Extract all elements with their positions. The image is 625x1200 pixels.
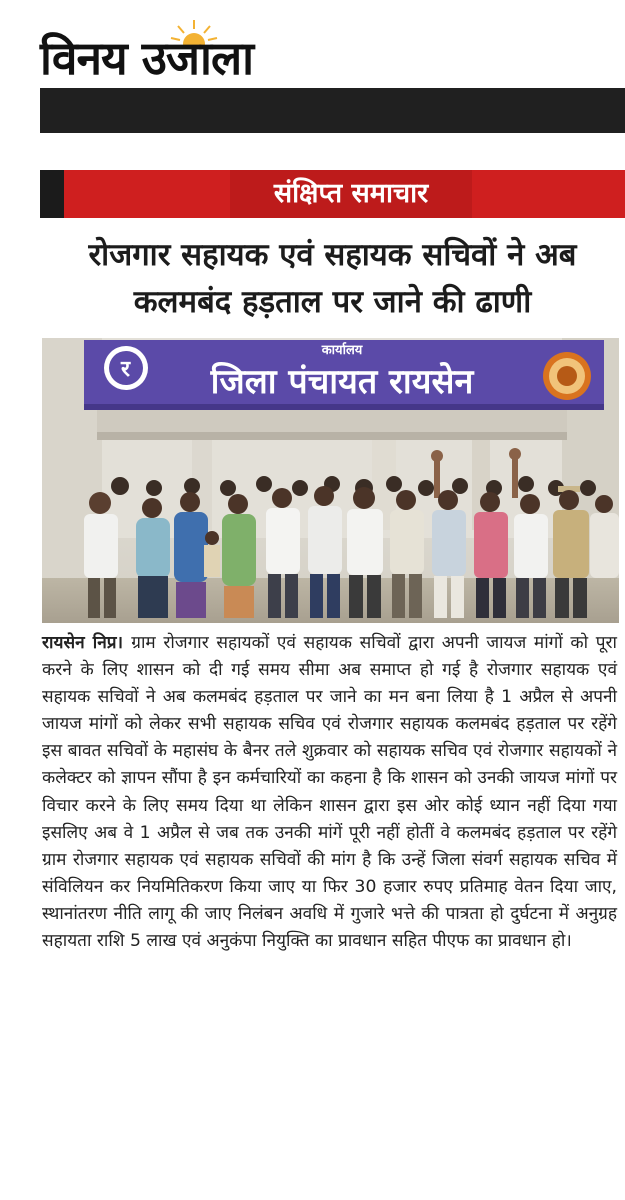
article-headline xyxy=(45,232,620,326)
masthead-bar xyxy=(40,88,625,133)
section-strip-block xyxy=(40,170,64,218)
masthead xyxy=(40,18,625,88)
svg-text:र: र xyxy=(121,357,130,382)
banner-caption: कार्यालय xyxy=(321,343,363,358)
headline-line-2: कलमबंद हड़ताल पर जाने की ढाणी xyxy=(133,284,532,320)
news-photo xyxy=(42,338,619,623)
article-text: ग्राम रोजगार सहायकों एवं सहायक सचिवों द्वारा अपनी जायज मांगों को पूरा करने के लिए शासन को दी गई समय सीमा अब समाप्त हो गई है रोजगार सहायक एवं सहायक सचिवों ने अब कलमबंद हड़ताल पर जाने का मन बना लिया है 1 अप्रैल से अपनी जायज मांगों को लेकर सभी सहायक सचिव एवं रोजगार सहायक कलमबंद हड़ताल पर रहेंगे इस बावत सचिवों के महासंघ के बैनर तले शुक्रवार को सहायक सचिव एवं रोजगार सहायकों ने कलेक्टर को ज्ञापन सौंपा है इन कर्मचारियों का कहना है कि शासन को उनकी जायज मांगों पर विचार करने के लिए समय दिया था लेकिन शासन द्वारा इस ओर कोई ध्यान नहीं दिया गया इसलिए अब वे 1 अप्रैल से जब तक उनकी मांगें पूरी नहीं होतीं वे कलमबंद हड़ताल पर रहेंगे ग्राम रोजगार सहायक एवं सहायक सचिवों की मांग है कि उन्हें जिला संवर्ग सहायक सचिव में संविलियन कर नियमितिकरण किया जाए या फिर 30 हजार रुपए प्रतिमाह वेतन दिया जाए, स्थानांतरण नीति लागू की जाए निलंबन अवधि में गुजारे भत्ते की पात्रता हो दुर्घटना में अनुग्रह सहायता राशि 5 लाख एवं अनुकंपा नियुक्ति का प्रावधान सहित पीएफ का प्रावधान हो। xyxy=(42,633,617,952)
newspaper-logo: विनय उजाला xyxy=(40,31,254,85)
section-heading: संक्षिप्त समाचार xyxy=(273,178,429,209)
protest-photo-illustration xyxy=(42,338,619,623)
headline-line-1: रोजगार सहायक एवं सहायक सचिवों ने अब xyxy=(88,237,577,273)
article-dateline: रायसेन निप्र। xyxy=(42,633,132,653)
banner-title: जिला पंचायत रायसेन xyxy=(210,362,474,402)
article-body xyxy=(42,630,617,955)
